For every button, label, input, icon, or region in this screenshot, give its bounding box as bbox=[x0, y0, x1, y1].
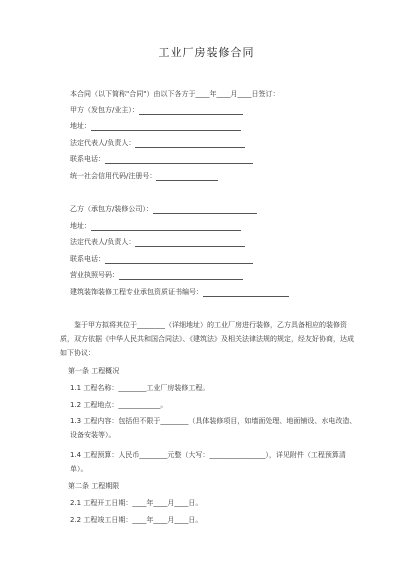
party-a-credit-code-field[interactable] bbox=[156, 173, 218, 181]
party-b-qualification bbox=[70, 288, 289, 297]
party-a-phone bbox=[70, 155, 253, 164]
party-b-representative bbox=[70, 238, 245, 247]
party-a-address bbox=[70, 122, 241, 131]
party-a-name-field[interactable] bbox=[139, 107, 243, 115]
party-a-credit-code bbox=[70, 172, 218, 181]
party-a-phone-field[interactable] bbox=[105, 156, 253, 164]
party-b-license bbox=[70, 271, 243, 280]
party-b-name-field[interactable] bbox=[153, 206, 257, 214]
section-1-item-1: 1.1 工程名称：________工业厂房装修工程。 bbox=[70, 384, 210, 392]
document-title: 工业厂房装修合同 bbox=[158, 46, 255, 59]
section-1-heading: 第一条 工程概况 bbox=[68, 367, 120, 375]
party-b-representative-label: 法定代表人/负责人： bbox=[70, 238, 136, 246]
party-b-qualification-label: 建筑装饰装修工程专业承包资质证书编号： bbox=[70, 288, 203, 296]
party-a-credit-code-label: 统一社会信用代码/注册号： bbox=[70, 172, 157, 180]
section-2-heading: 第二条 工程期限 bbox=[68, 482, 120, 490]
party-a-phone-label: 联系电话： bbox=[70, 155, 105, 163]
party-a-representative-field[interactable] bbox=[135, 140, 245, 148]
party-a-address-field[interactable] bbox=[91, 123, 241, 131]
party-b-address-field[interactable] bbox=[91, 223, 241, 231]
intro-line: 本合同（以下简称"合同"）由以下各方于____年____月____日签订： bbox=[70, 90, 280, 98]
party-b-phone-label: 联系电话： bbox=[70, 255, 105, 263]
preamble-paragraph: 鉴于甲方拟将其位于________（详细地址）的工业厂房进行装修，乙方具备相应的装修资质，双方依据《中华人民共和国合同法》、《建筑法》及相关法律法规的规定，经友好协商，达成如下协议： bbox=[60, 321, 354, 357]
section-2-item-1: 2.1 工程开工日期：____年____月____日。 bbox=[70, 499, 203, 507]
party-b-heading bbox=[70, 205, 257, 214]
party-b-phone-field[interactable] bbox=[105, 256, 253, 264]
party-b-license-field[interactable] bbox=[119, 272, 243, 280]
party-a-heading-label: 甲方（发包方/业主）： bbox=[70, 106, 139, 114]
party-a-address-label: 地址： bbox=[70, 122, 91, 130]
party-b-qualification-field[interactable] bbox=[203, 289, 289, 297]
party-a-representative bbox=[70, 139, 245, 148]
section-2-item-2: 2.2 工程竣工日期：____年____月____日。 bbox=[70, 516, 203, 524]
party-a-heading bbox=[70, 106, 243, 115]
party-b-address bbox=[70, 222, 241, 231]
party-b-representative-field[interactable] bbox=[135, 239, 245, 247]
section-1-item-3: 1.3 工程内容：包括但不限于________（具体装修项目，如墙面处理、地面铺设、水电改造、设备安装等）。 bbox=[70, 417, 357, 439]
party-b-phone bbox=[70, 255, 253, 264]
section-1-item-4: 1.4 工程预算：人民币________元整（大写：________________），详见附件（工程预算清单）。 bbox=[70, 451, 346, 473]
section-1-item-2: 1.2 工程地点：____________。 bbox=[70, 401, 168, 409]
party-b-heading-label: 乙方（承包方/装修公司）： bbox=[70, 205, 153, 213]
party-b-address-label: 地址： bbox=[70, 222, 91, 230]
party-b-license-label: 营业执照号码： bbox=[70, 271, 119, 279]
party-a-representative-label: 法定代表人/负责人： bbox=[70, 139, 136, 147]
